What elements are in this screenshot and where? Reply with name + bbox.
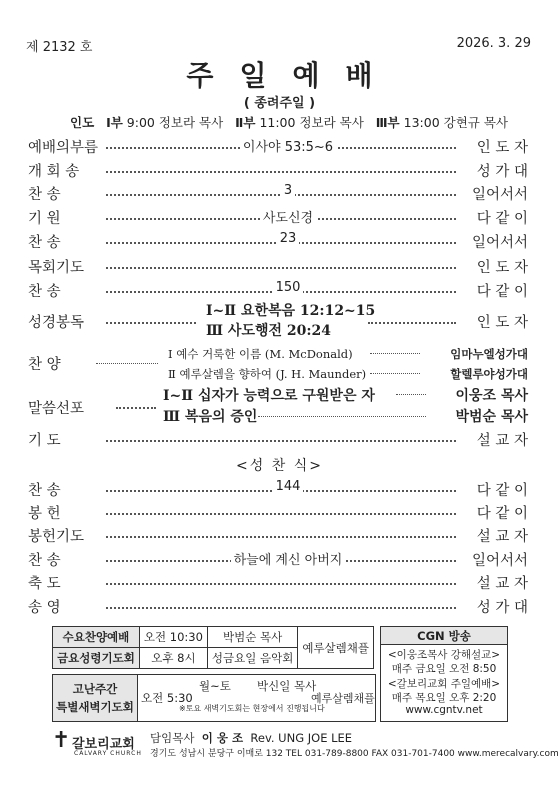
order-row [28,572,528,594]
service-time: 9:00 [126,115,155,130]
schedule-leader: 성금요일 음악회 [207,648,297,669]
order-label: 봉헌기도 [28,529,85,545]
order-label: 찬 송 [28,483,61,499]
order-content: 하늘에 계신 아버지 [231,553,346,568]
cgn-url[interactable]: www.cgntv.net [405,704,483,716]
service-leader: 정보라 목사 [299,115,364,130]
issue-number: 제 2132 호 [26,40,93,55]
cgn-line: 매주 금요일 오전 8:50 [391,663,497,675]
schedule-time: 오전 10:30 [139,627,207,648]
cgn-broadcast-box [380,626,508,722]
prayer-right: 설 교 자 [476,433,528,449]
service-leader: 정보라 목사 [158,115,224,130]
anthem-choir: 임마누엘성가대 [450,347,528,361]
order-right: 일어서서 [471,235,528,251]
service-part: Ⅲ부 [375,115,400,130]
dawn-note: ※토요 새벽기도회는 현장에서 진행됩니다 [179,704,325,713]
order-label: 예배의부름 [28,140,99,156]
order-label: 목회기도 [28,260,85,276]
dawn-name-1: 고난주간 [72,682,118,696]
prayer-row [28,429,528,451]
order-label: 기 원 [28,211,61,227]
schedule-time: 오후 8시 [139,648,207,669]
dawn-place: 예루살렘채플 [311,692,375,705]
sermon-title-2: Ⅲ 복음의 증인 [163,409,258,425]
cross-icon: ✝ [52,728,71,753]
order-right: 인 도 자 [476,260,528,276]
order-label: 찬 송 [28,187,61,203]
prayer-label: 기 도 [28,433,61,449]
pastor-english-name: Rev. UNG JOE LEE [250,731,353,745]
dawn-name-2: 특별새벽기도회 [56,700,134,714]
service-leaders [70,113,508,131]
leaders-label: 인도 [70,115,95,130]
logo-name: 갈보리교회 [72,737,135,752]
cgn-line: <갈보리교회 주일예배> [387,678,501,690]
anthem-label: 찬 양 [28,357,61,373]
order-right: 다 같 이 [476,483,528,499]
order-row [28,256,528,278]
logo-subtitle: CALVARY CHURCH [74,750,142,757]
anthem-choir: 할렐루야성가대 [450,367,528,381]
schedule-name: 수요찬양예배 [53,627,140,648]
church-address: 경기도 성남시 분당구 이매로 132 TEL 031-789-8800 FAX 031-701-7400 www.merecalvary.com [150,749,559,759]
order-row [28,183,528,205]
order-row [28,280,528,302]
order-right: 다 같 이 [476,506,528,522]
service-leader: 강현규 목사 [443,115,508,130]
dawn-time: 오전 5:30 [141,691,193,705]
order-content: 3 [281,183,295,198]
sermon-row [28,385,528,427]
pastor-label: 담임목사 [150,731,195,745]
order-label: 개 회 송 [28,164,80,180]
communion-heading: <성 찬 식> [236,458,323,474]
order-row [28,136,528,158]
order-right: 다 같 이 [476,211,528,227]
anthem-title: Ⅱ 예루살렘을 향하여 (J. H. Maunder) [168,367,367,381]
order-row [28,479,528,501]
scripture-row [28,300,528,342]
page-subtitle: ( 종려주일 ) [243,96,316,111]
service-part: Ⅰ부 [106,115,123,130]
order-row [28,207,528,229]
order-row [28,525,528,547]
weekly-schedule-table [52,626,374,669]
anthem-row [28,346,528,382]
sermon-preacher-1: 이웅조 목사 [455,388,528,404]
sermon-preacher-2: 박범순 목사 [455,409,528,425]
order-row [28,502,528,524]
service-time: 11:00 [259,115,296,130]
service-part: Ⅱ부 [235,115,256,130]
order-row [28,160,528,182]
order-content: 23 [277,231,300,246]
scripture-label: 성경봉독 [28,315,85,331]
schedule-place: 예루살렘채플 [298,627,374,669]
scripture-line-1: Ⅰ~Ⅱ 요한복음 12:12~15 [206,303,376,319]
scripture-right: 인 도 자 [476,315,528,331]
order-row [28,231,528,253]
cgn-line: <이웅조목사 강해설교> [387,649,501,661]
dawn-leader: 박신일 목사 [257,679,317,693]
dawn-prayer-box [52,674,376,722]
order-content: 사도신경 [260,211,316,226]
pastor-line [150,730,352,746]
order-label: 찬 송 [28,284,61,300]
order-content: 150 [273,280,304,295]
order-label: 찬 송 [28,235,61,251]
sermon-label: 말씀선포 [28,401,85,417]
table-row [53,627,374,648]
order-right: 설 교 자 [476,529,528,545]
scripture-line-2: Ⅲ 사도행전 20:24 [206,323,332,339]
order-right: 성 가 대 [476,164,528,180]
schedule-name: 금요성령기도회 [53,648,140,669]
order-content: 이사야 53:5~6 [240,140,336,155]
anthem-title: Ⅰ 예수 거룩한 이름 (M. McDonald) [168,347,353,361]
order-content: 144 [273,479,304,494]
order-label: 축 도 [28,576,61,592]
order-right: 일어서서 [471,553,528,569]
sermon-title-1: Ⅰ~Ⅱ 십자가 능력으로 구원받은 자 [163,388,375,404]
pastor-name: 이 웅 조 [201,731,244,745]
order-label: 송 영 [28,600,61,616]
service-time: 13:00 [403,115,440,130]
order-right: 설 교 자 [476,576,528,592]
order-label: 찬 송 [28,553,61,569]
order-right: 다 같 이 [476,284,528,300]
cgn-title: CGN 방송 [417,629,471,643]
order-right: 성 가 대 [476,600,528,616]
order-right: 인 도 자 [476,140,528,156]
order-row [28,549,528,571]
order-row [28,596,528,618]
schedule-leader: 박범순 목사 [207,627,297,648]
page-title: 주일예배 [186,59,399,92]
order-right: 일어서서 [471,187,528,203]
bulletin-date: 2026. 3. 29 [456,36,531,51]
order-label: 봉 헌 [28,506,61,522]
cgn-line: 매주 목요일 오후 2:20 [391,692,497,704]
dawn-days: 월~토 [199,679,231,693]
